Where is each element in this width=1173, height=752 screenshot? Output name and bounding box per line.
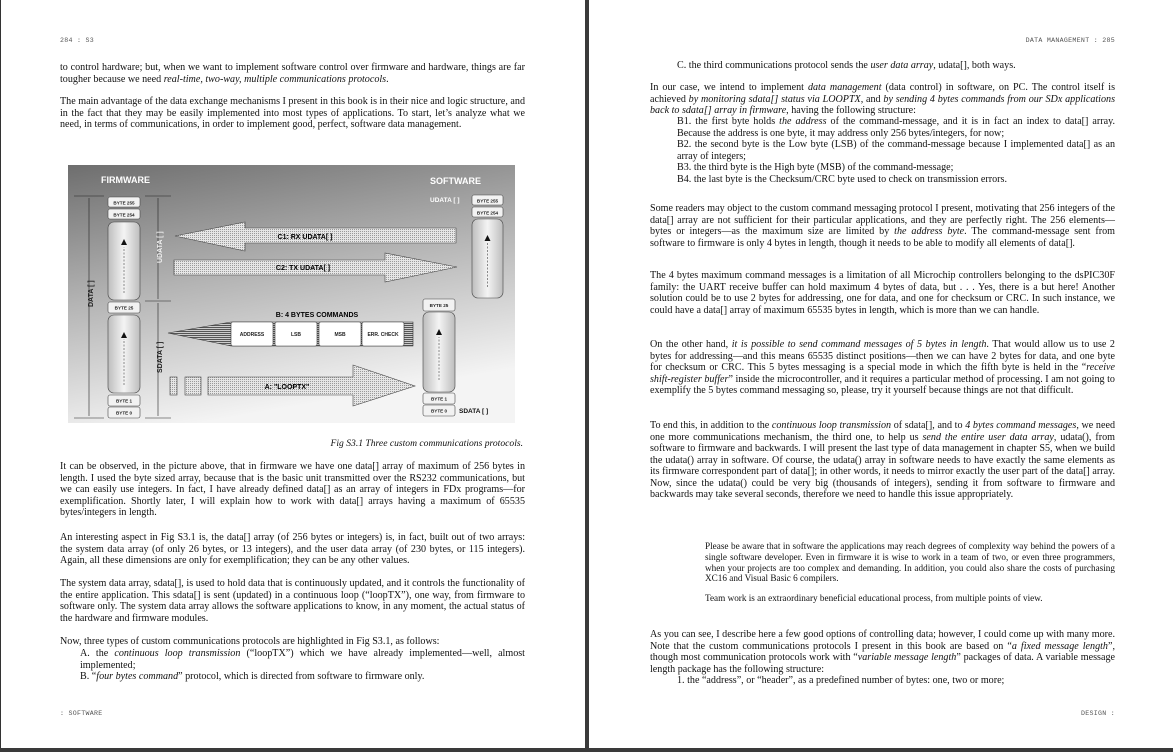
text-run: The system data array, sdata[], is used to hold data that is continuously updated, and it controls the functionality of the entire application. This sdata[] is sent (updated) in a continuous loop (“loopTX”), one way, from firmware to software only. The system data array allows the software applications to know, in any moment, the actual status of the hardware and firmware modules. [60, 578, 525, 624]
text-run: The 4 bytes maximum command messages is a limitation of all Microchip controllers belonging to the dsPIC30F family: the UART receive buffer can hold maximum 4 bytes of data, but . . . Yes, there is a but here! Another solution could be to use 2 bytes for addressing, one for data, and one for checksum or CRC. In such instance, we could have a data[] array of maximum 65535 bytes in length, which is more than we can handle. [650, 270, 1115, 316]
list-item [650, 174, 1115, 186]
italic-text: continuous loop transmission [114, 648, 241, 659]
text-run: . The command-message sent from software to firmware is only 4 bytes in length, though it needs to be able to modify all elements of data[]. [650, 226, 1115, 249]
paragraph [650, 82, 1115, 117]
text-run: ”, though most communication protocols work with “ [650, 640, 1115, 663]
figure-caption: Fig S3.1 Three custom communications protocols. [330, 438, 523, 449]
text-run: and [863, 93, 884, 105]
byte-label: BYTE 254 [113, 212, 135, 218]
paragraph [60, 532, 525, 567]
text-run: Some readers may object to the custom command messaging protocol I present, motivating that 256 integers of the data[] array are not sufficient for their particular applications, and they are perfectly right. The 256 elements—bytes or integers—as the maximum size are limited by [650, 203, 1115, 237]
text-run: Now, three types of custom communications protocols are highlighted in Fig S3.1, as follows: [60, 636, 440, 647]
text-run: A. the [80, 648, 115, 659]
b-cell-address: ADDRESS [239, 332, 265, 338]
list-item [650, 162, 1115, 174]
list-item [650, 116, 1115, 139]
text-run: ” packages of data. A variable message length package has the following structure: [650, 652, 1115, 675]
italic-text: variable message length [857, 652, 957, 663]
paragraph [60, 461, 525, 519]
text-run: . That would allow us to use 2 bytes for addressing—and this means 65535 distinct positions—then we can have 2 bytes for data, and one byte for checksum or CRC. This 5 bytes messaging is a special mode in which the fifth byte is held in the “ [650, 339, 1115, 373]
udata-array-label: UDATA [ ] [157, 231, 164, 263]
text-run: , having the following structure: [786, 105, 916, 116]
c2-label: C2: TX UDATA[ ] [275, 265, 331, 272]
text-run: . [386, 73, 389, 85]
text-run: of the command-message, and it is in fact an index to data[] array. Because the address is one byte, it may address only 256 bytes/integers, for now; [677, 116, 1115, 139]
paragraph [650, 420, 1115, 501]
text-run: ” protocol, which is directed from software to firmware only. [178, 671, 425, 682]
byte-label: BYTE 1 [115, 398, 133, 404]
list-item [60, 648, 525, 671]
text-run: On the other hand, [650, 339, 732, 350]
italic-text: real-time, two-way, multiple communications protocols [163, 73, 387, 85]
b-label: B: 4 BYTES COMMANDS [275, 312, 359, 319]
text-run: ” inside the microcontroller, and it requires a particular method of processing. I am not going to exemplify the 5 bytes command messaging so, please, try it yourself because things are not that difficult. [650, 373, 1115, 396]
software-sdata-label: SDATA [ ] [459, 408, 489, 415]
text-run: The main advantage of the data exchange mechanisms I present in this book is in their nice and logic structure, and in the fact that they may be easily implemented into most types of applications. To start, let’s analyze what we need, in terms of communications, in order to implement good, perfect, software data management. [60, 96, 526, 130]
running-head-right: DATA MANAGEMENT : 285 [1025, 37, 1115, 44]
running-foot-left: : SOFTWARE [60, 710, 103, 717]
page-edge [0, 0, 1, 752]
paragraph [60, 96, 525, 131]
paragraph [60, 636, 525, 648]
text-run: B1. the first byte holds [677, 116, 780, 127]
byte-label: BYTE 255 [113, 200, 135, 206]
text-run: C. the third communications protocol sends the [677, 60, 871, 71]
paragraph [60, 578, 525, 624]
text-run: An interesting aspect in Fig S3.1 is, the data[] array (of 256 bytes or integers) is, in fact, built out of two arrays: the system data array (of only 26 bytes, or 13 integers), and the user data array (of 230 bytes, or 115 integers). Again, all these dimensions are only for exemplification; they can be any other values. [60, 532, 525, 566]
italic-text: 4 bytes command messages [965, 420, 1077, 431]
software-label: SOFTWARE [430, 176, 481, 186]
text-run: , we need one more communications mechanism, the third one, to help us [650, 420, 1115, 443]
paragraph [650, 203, 1115, 249]
b-cell-err-check: ERR. CHECK [367, 332, 399, 338]
firmware-label: FIRMWARE [101, 175, 150, 185]
text-run: B3. the third byte is the High byte (MSB) of the command-message; [677, 162, 954, 173]
list-item [650, 139, 1115, 162]
bottom-edge [0, 748, 1173, 752]
text-run: As you can see, I describe here a few good options of controlling data; however, I could come up with many more. Note that the custom communications protocols I present in this book are based on “ [650, 629, 1115, 652]
paragraph [650, 339, 1115, 397]
byte-label: BYTE 25 [429, 303, 449, 308]
italic-text: by sending 4 bytes commands from our SDx applications back to sdata[] array in firmware [650, 93, 1116, 116]
list-item [60, 671, 525, 683]
italic-text: data management [807, 82, 882, 93]
italic-text: user data array [870, 60, 934, 71]
note-paragraph [705, 541, 1115, 584]
text-run: Please be aware that in software the applications may reach degrees of complexity way behind the powers of a single software developer. Even in firmware it is wise to work in a team of two, or even three programmers, when your projects are too complex and demanding. In addition, you could also share the costs of purchasing XC16 and Visual Basic 6 compilers. [705, 541, 1115, 584]
text-run: In our case, we intend to implement [650, 82, 808, 93]
a-label: A: "LOOPTX" [264, 384, 310, 391]
text-run: 1. the “address”, or “header”, as a predefined number of bytes: one, two or more; [677, 675, 1005, 686]
italic-text: by monitoring sdata[] status via LOOPTX, [688, 93, 864, 105]
text-run: (data control) in software, on PC. The control itself is achieved [650, 82, 1115, 105]
text-run: Team work is an extraordinary beneficial educational process, from multiple points of view. [705, 593, 1043, 603]
byte-label: BYTE 25 [114, 305, 134, 311]
text-run: of sdata[], and to [891, 420, 966, 431]
text-run: To end this, in addition to the [650, 420, 772, 431]
byte-label: BYTE 1 [430, 396, 448, 402]
running-foot-right: DESIGN : [1080, 710, 1115, 717]
page-gutter [585, 0, 589, 752]
italic-text: receive shift-register buffer [650, 362, 1115, 385]
text-run: B. “ [80, 671, 97, 682]
text-run: to control hardware; but, when we want to implement software control over firmware and hardware, things are far tougher because we need [60, 62, 525, 85]
byte-label: BYTE 254 [476, 210, 499, 216]
italic-text: it is possible to send command messages of 5 bytes in length [731, 339, 987, 350]
sdata-array-label: SDATA [ ] [157, 341, 164, 373]
italic-text: a fixed message length [1011, 640, 1108, 652]
b-cell-lsb: LSB [291, 332, 301, 338]
list-item [650, 675, 1115, 687]
byte-label: BYTE 255 [476, 198, 499, 204]
note-paragraph [705, 593, 1115, 604]
italic-text: continuous loop transmission [771, 420, 892, 431]
byte-label: BYTE 0 [430, 408, 448, 414]
c1-label: C1: RX UDATA[ ] [277, 234, 333, 241]
software-udata-label: UDATA [ ] [430, 197, 460, 204]
text-run: B4. the last byte is the Checksum/CRC byte used to check on transmission errors. [677, 174, 1007, 185]
data-array-label: DATA [ ] [88, 280, 95, 307]
italic-text: the address [779, 116, 827, 127]
b-cell-msb: MSB [334, 332, 346, 338]
text-run: B2. the second byte is the Low byte (LSB) of the command-message because I implemented data[] as an array of integers; [677, 139, 1115, 162]
text-run: It can be observed, in the picture above, that in firmware we have one data[] array of maximum of 256 bytes in length. I used the byte sized array, because that is the basic unit transmitted over the RS232 communications, but we can easily use integers. In fact, I have already defined data[] as an array of integers in FDx programs—for exemplification. Shortly later, I will explain how to work with data[] arrays having a maximum of 65535 bytes/integers in length. [60, 461, 525, 518]
text-run: , udata(), from software to firmware and backwards. I will present the last type of data management in chapter S5, when we build the udata() array in software. Of course, the udata() array in software needs to have exactly the same elements as its firmware correspondent part of data[]; in other words, it needs to mirror exactly the user part of the data[] array. Now, since the udata() could be very big (thousands of integers), sending it from software to firmware and backwards may take several seconds, therefore we need to handle this issue appropriately. [650, 431, 1115, 500]
list-item [650, 60, 1115, 72]
running-head-left: 284 : S3 [60, 37, 95, 44]
italic-text: send the entire user data array [922, 431, 1054, 443]
figure-communications-protocols [68, 165, 515, 423]
italic-text: four bytes command [96, 671, 179, 682]
italic-text: the address byte [894, 226, 965, 237]
paragraph [650, 629, 1115, 675]
paragraph [650, 270, 1115, 316]
paragraph [60, 62, 525, 85]
byte-label: BYTE 0 [115, 410, 133, 416]
text-run: , udata[], both ways. [933, 60, 1016, 71]
text-run: (“loopTX”) which we have already implemented—well, almost implemented; [80, 648, 525, 671]
